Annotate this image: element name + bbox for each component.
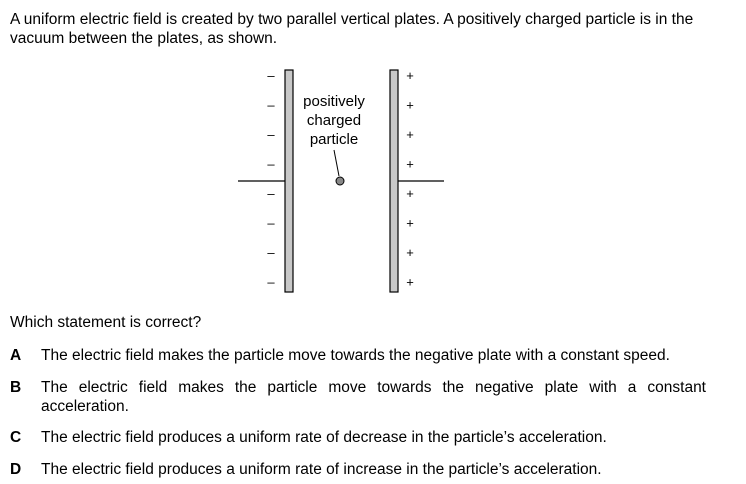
question-text: A uniform electric field is created by two parallel vertical plates. A positively charged particle is in the vacuum between the plates, as shown. <box>10 11 694 47</box>
option-d-text: The electric field produces a uniform rate of increase in the particle’s acceleration. <box>41 461 602 478</box>
positive-sign: + <box>406 68 414 83</box>
particle-pointer <box>334 150 339 176</box>
option-a[interactable] <box>10 346 706 365</box>
negative-sign: – <box>267 97 275 113</box>
positive-sign: + <box>406 186 414 201</box>
charged-particle <box>336 177 344 185</box>
positive-sign: + <box>406 127 414 142</box>
option-c-letter: C <box>10 429 22 446</box>
option-a-text: The electric field makes the particle move towards the negative plate with a constant speed. <box>41 347 670 364</box>
option-a-letter: A <box>10 347 22 364</box>
option-c[interactable] <box>10 428 706 447</box>
negative-sign: – <box>267 245 275 260</box>
option-b[interactable] <box>10 378 706 416</box>
particle-label-line-2: charged <box>306 112 362 129</box>
option-d[interactable] <box>10 460 706 479</box>
negative-signs <box>267 68 275 290</box>
question-prompt: Which statement is correct? <box>10 314 202 331</box>
negative-sign: – <box>267 127 275 142</box>
positive-sign: + <box>406 245 414 260</box>
particle-label-line-3: particle <box>309 131 359 148</box>
positive-sign: + <box>406 274 414 290</box>
plates-diagram <box>236 66 448 298</box>
positive-sign: + <box>406 97 414 113</box>
positive-signs <box>406 68 414 290</box>
positive-sign: + <box>406 215 414 231</box>
option-c-text: The electric field produces a uniform rate of decrease in the particle’s acceleration. <box>41 429 607 446</box>
option-d-letter: D <box>10 461 22 478</box>
option-b-text: The electric field makes the particle move towards the negative plate with a constant acceleration. <box>41 379 706 415</box>
negative-sign: – <box>267 186 275 201</box>
plates-diagram-svg <box>236 66 448 298</box>
negative-sign: – <box>267 68 275 83</box>
particle-label-line-1: positively <box>303 93 365 110</box>
positive-sign: + <box>406 156 414 172</box>
positive-plate <box>390 70 398 292</box>
negative-plate <box>285 70 293 292</box>
negative-sign: – <box>267 156 275 172</box>
negative-sign: – <box>267 274 275 290</box>
option-b-letter: B <box>10 379 22 396</box>
negative-sign: – <box>267 215 275 231</box>
